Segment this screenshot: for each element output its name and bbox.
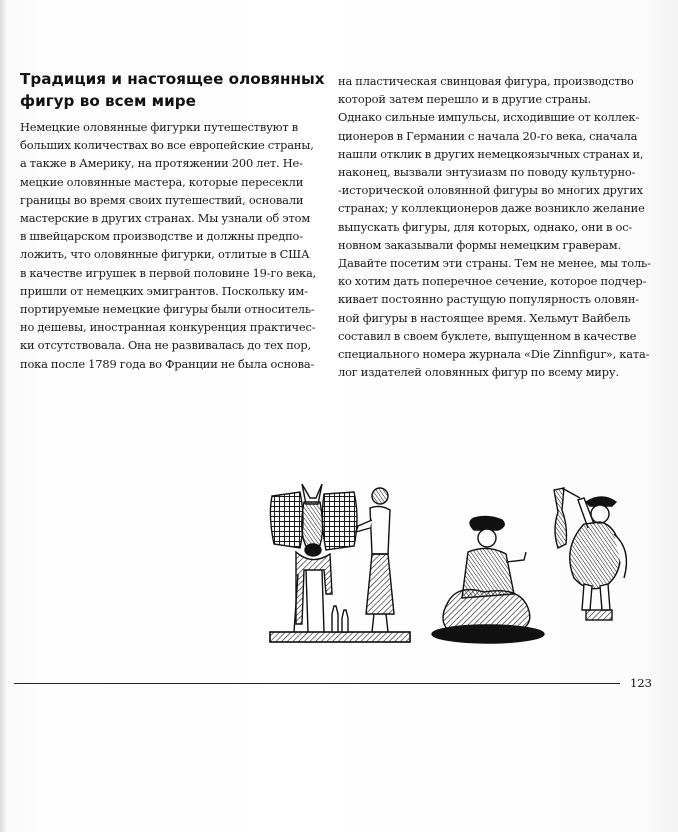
man-with-rabbit-figure xyxy=(554,488,626,620)
text-line: ной фигуры в настоящее время. Хельмут Вайбель xyxy=(338,310,631,325)
text-line: составил в своем буклете, выпущенном в качестве xyxy=(338,328,637,343)
title-line: фигур во всем мире xyxy=(20,92,196,110)
text-line: больших количествах во все европейские страны, xyxy=(20,138,314,153)
text-line: портируемые немецкие фигуры были относитель- xyxy=(20,302,315,317)
text-line: -исторической оловянной фигуры во многих других xyxy=(338,183,643,198)
text-line: Давайте посетим эти страны. Тем не менее, мы толь- xyxy=(338,256,651,271)
text-line: Однако сильные импульсы, исходившие от коллек- xyxy=(338,110,639,125)
title-line: Традиция и настоящее оловянных xyxy=(20,70,325,88)
right-text-column xyxy=(338,72,651,381)
text-line: мецкие оловянные мастера, которые пересекли xyxy=(20,174,304,189)
text-line: границы во время своих путешествий, основали xyxy=(20,192,304,207)
text-line: пока после 1789 года во Франции не была основа- xyxy=(20,356,315,371)
text-line: ки отсутствовала. Она не развивалась до тех пор, xyxy=(20,338,311,353)
article-title xyxy=(20,68,325,112)
text-line: а также в Америку, на протяжении 200 лет. Не- xyxy=(20,156,303,171)
text-line: Немецкие оловянные фигурки путешествуют в xyxy=(20,120,299,134)
text-line: ко хотим дать поперечное сечение, которое подчер- xyxy=(338,274,647,289)
text-line: но дешевы, иностранная конкуренция практичес- xyxy=(20,320,316,335)
text-line: которой затем перешло и в другие страны. xyxy=(338,92,592,107)
text-line: странах; у коллекционеров даже возникло желание xyxy=(338,201,645,216)
text-line: мастерские в других странах. Мы узнали об этом xyxy=(20,211,311,226)
tin-figures-illustration xyxy=(262,474,642,646)
text-line: кивает постоянно растущую популярность оловян- xyxy=(338,292,640,307)
text-line: новном заказывали формы немецким граверам. xyxy=(338,237,621,252)
text-line: ционеров в Германии с начала 20-го века, сначала xyxy=(338,128,638,143)
text-line: пришли от немецких эмигрантов. Поскольку им- xyxy=(20,283,308,298)
text-line: нашли отклик в других немецкоязычных странах и, xyxy=(338,146,644,161)
text-line: лог издателей оловянных фигур по всему миру. xyxy=(338,365,619,380)
text-line: специального номера журнала «Die Zinnfigur», ката- xyxy=(338,347,650,362)
donkey-figure xyxy=(270,484,410,642)
text-line: на пластическая свинцовая фигура, производство xyxy=(338,74,634,88)
text-line: выпускать фигуры, для которых, однако, они в ос- xyxy=(338,219,633,234)
text-line: ложить, что оловянные фигурки, отлитые в США xyxy=(20,247,310,262)
text-line: наконец, вызвали энтузиазм по поводу культурно- xyxy=(338,165,636,180)
left-text-column xyxy=(20,118,338,373)
page-number: 123 xyxy=(630,676,652,690)
text-line: в швейцарском производстве и должны предпо- xyxy=(20,229,303,244)
seated-woman-figure xyxy=(432,516,544,643)
spine-shadow xyxy=(0,0,6,832)
footer-rule xyxy=(14,683,620,684)
text-line: в качестве игрушек в первой половине 19-го века, xyxy=(20,265,317,280)
